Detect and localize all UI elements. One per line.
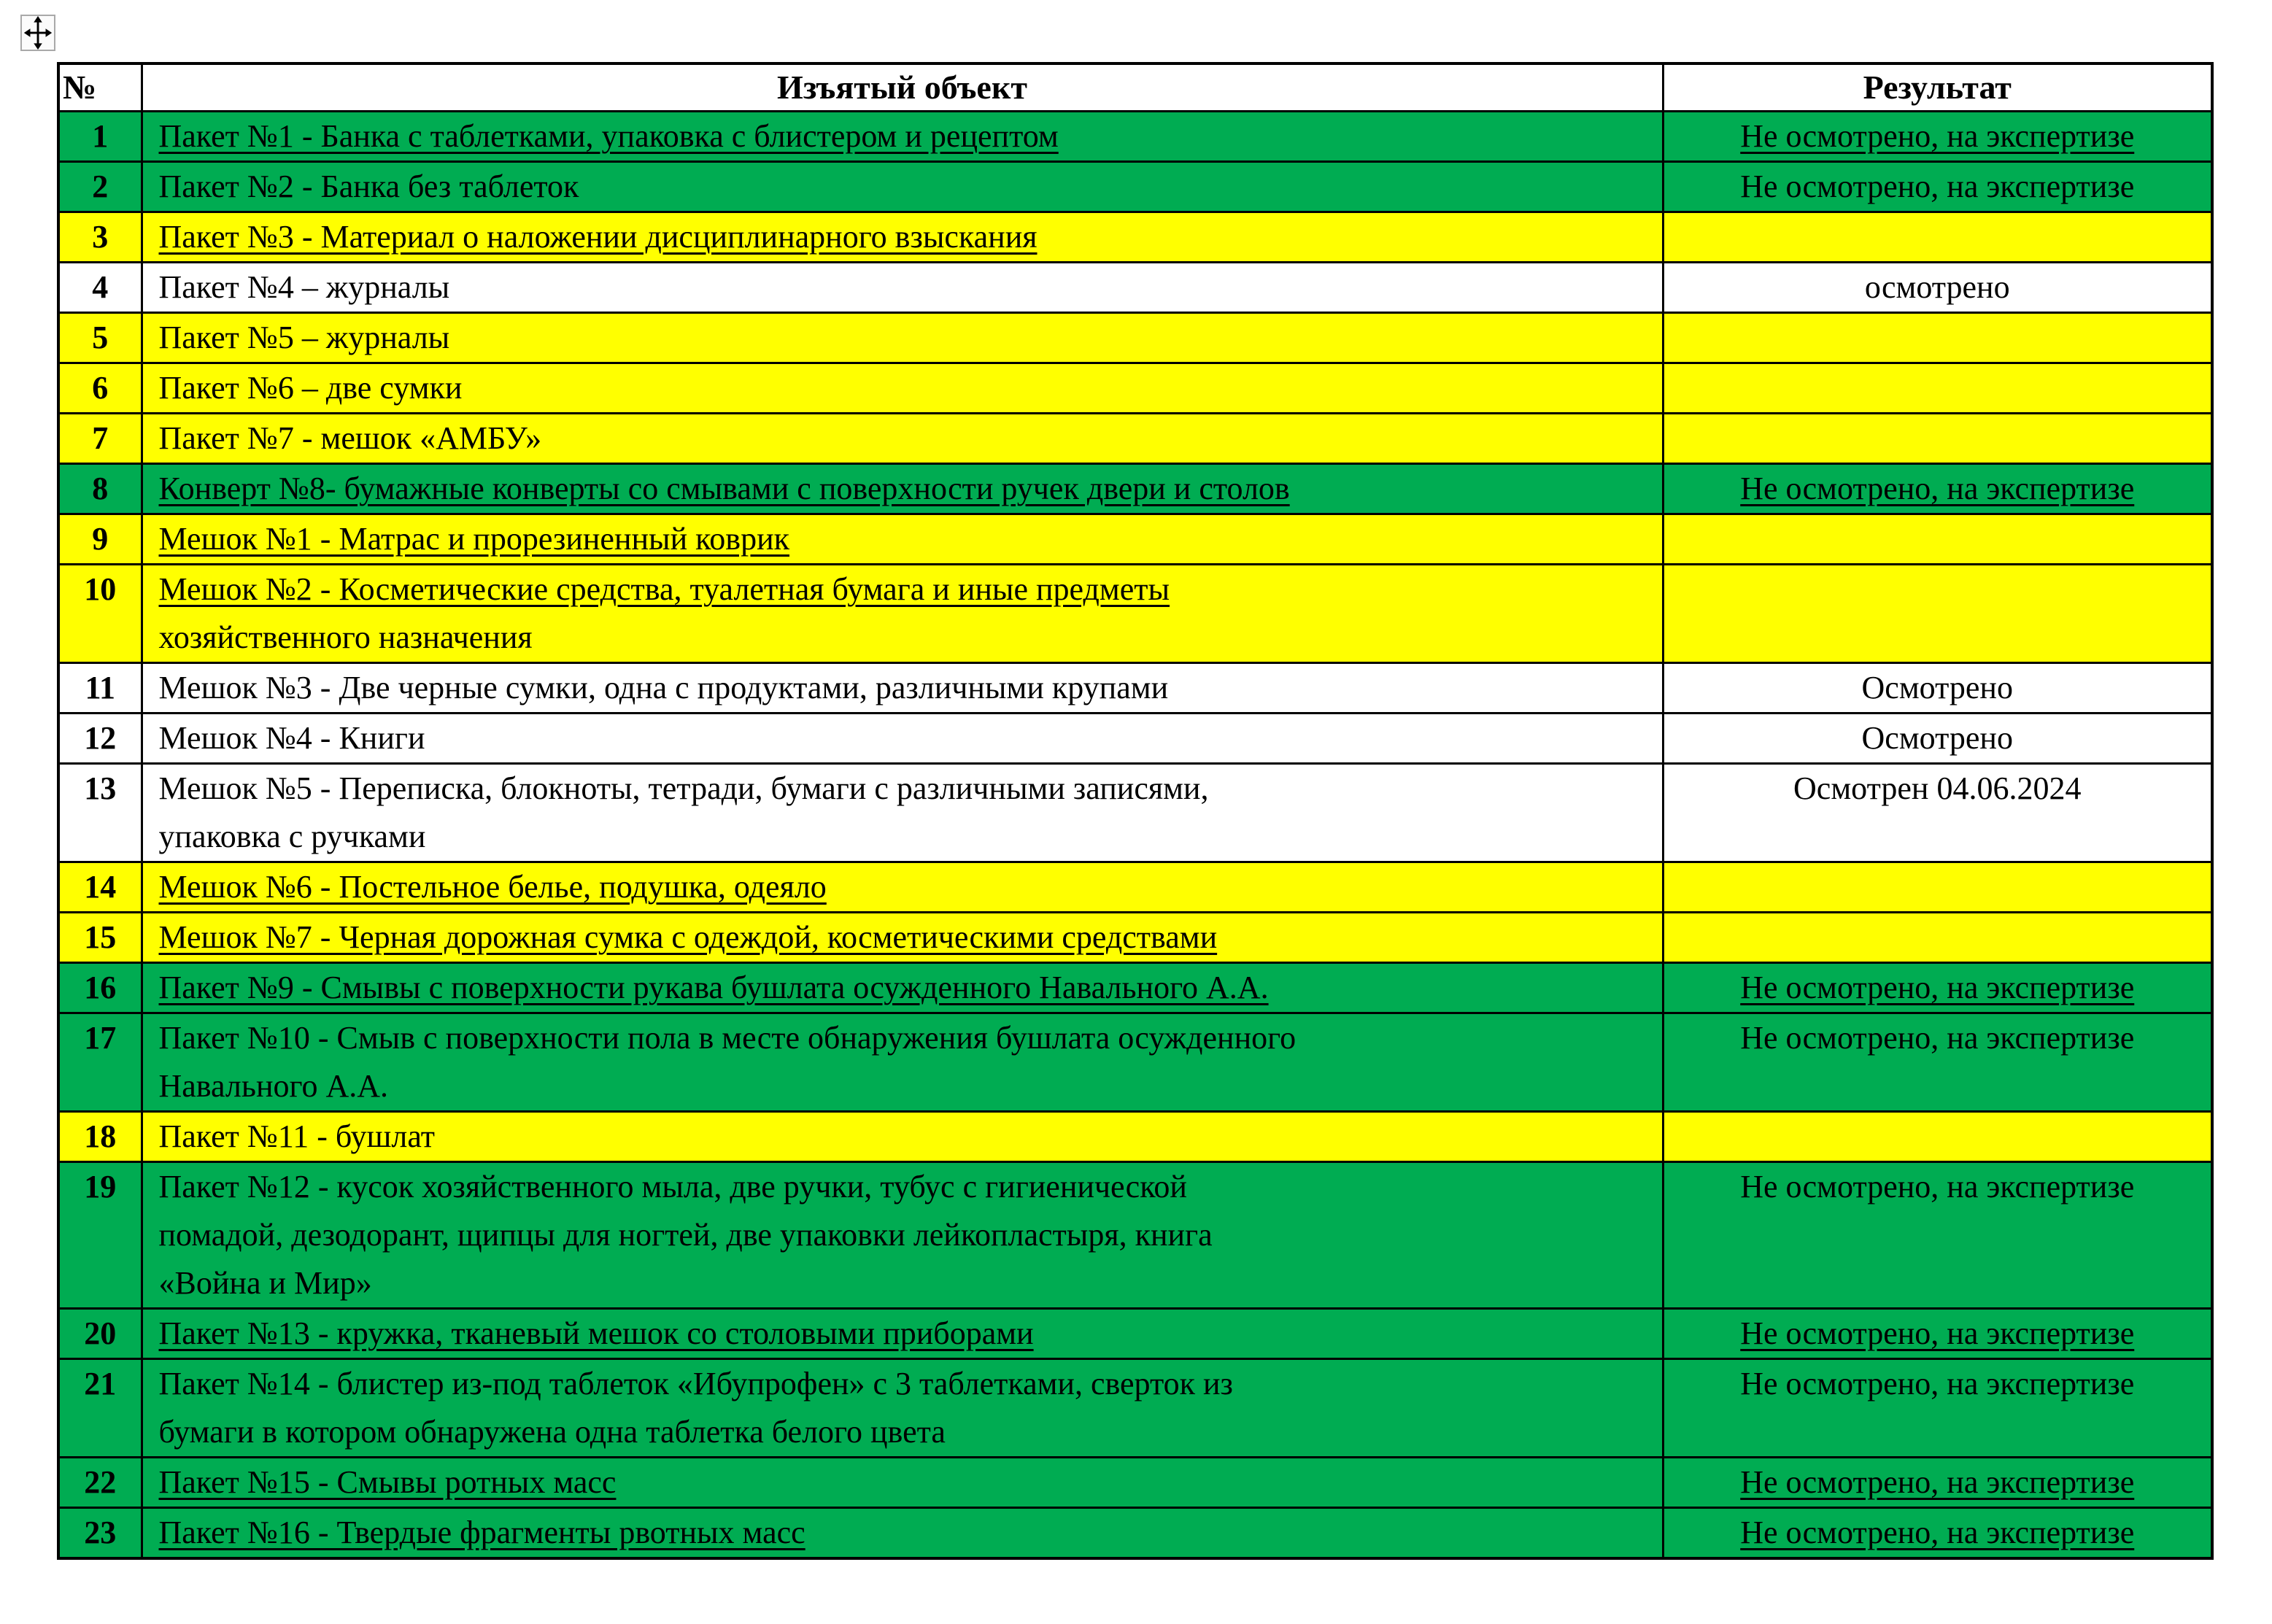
row-number: 7: [92, 420, 109, 456]
object-cell[interactable]: [142, 1359, 1663, 1458]
table-row: [58, 162, 2212, 212]
object-cell[interactable]: [142, 162, 1663, 212]
result-text: Не осмотрено, на экспертизе: [1740, 970, 2135, 1005]
object-cell[interactable]: [142, 862, 1663, 913]
result-cell[interactable]: [1663, 963, 2212, 1013]
result-text: Не осмотрено, на экспертизе: [1740, 1366, 2135, 1401]
row-number: 16: [84, 970, 117, 1005]
row-number: 20: [84, 1315, 117, 1351]
row-number-cell[interactable]: [58, 313, 142, 363]
table-row: [58, 764, 2212, 862]
result-cell[interactable]: [1663, 764, 2212, 862]
object-cell[interactable]: [142, 1013, 1663, 1112]
object-cell[interactable]: [142, 663, 1663, 714]
row-number-cell[interactable]: [58, 663, 142, 714]
object-line: Пакет №2 - Банка без таблеток: [158, 169, 579, 204]
result-text: [1670, 364, 2206, 412]
object-line: Мешок №1 - Матрас и прорезиненный коврик: [158, 521, 790, 557]
table-body: [58, 112, 2212, 1559]
object-line: Навального А.А.: [158, 1068, 388, 1104]
row-number-cell[interactable]: [58, 1309, 142, 1359]
row-number-cell[interactable]: [58, 963, 142, 1013]
table-row: [58, 263, 2212, 313]
table-row: [58, 1458, 2212, 1508]
object-cell[interactable]: [142, 565, 1663, 663]
result-cell[interactable]: [1663, 212, 2212, 263]
row-number: 10: [84, 571, 117, 607]
header-object[interactable]: Изъятый объект: [142, 63, 1663, 112]
row-number-cell[interactable]: [58, 1013, 142, 1112]
table-move-handle[interactable]: [20, 15, 55, 51]
row-number: 23: [84, 1515, 117, 1550]
result-text: Осмотрено: [1861, 720, 2013, 756]
header-row: [58, 63, 2212, 112]
object-line: Пакет №12 - кусок хозяйственного мыла, две ручки, тубус с гигиенической: [158, 1169, 1187, 1205]
object-cell[interactable]: [142, 514, 1663, 565]
object-line: Пакет №9 - Смывы с поверхности рукава бушлата осужденного Навального А.А.: [158, 970, 1269, 1005]
row-number: 14: [84, 869, 117, 905]
row-number-cell[interactable]: [58, 162, 142, 212]
object-line: Пакет №16 - Твердые фрагменты рвотных масс: [158, 1515, 805, 1550]
object-line: Пакет №13 - кружка, тканевый мешок со столовыми приборами: [158, 1315, 1034, 1351]
row-number: 1: [92, 118, 109, 154]
result-text: Не осмотрено, на экспертизе: [1740, 1515, 2135, 1550]
object-line: Мешок №7 - Черная дорожная сумка с одеждой, косметическими средствами: [158, 919, 1218, 955]
result-cell[interactable]: [1663, 1162, 2212, 1309]
object-cell[interactable]: [142, 1162, 1663, 1309]
result-cell[interactable]: [1663, 514, 2212, 565]
header-number[interactable]: №: [58, 63, 142, 112]
row-number: 4: [92, 269, 109, 305]
table-row: [58, 565, 2212, 663]
table-row: [58, 1508, 2212, 1559]
result-cell[interactable]: [1663, 414, 2212, 464]
table-row: [58, 1359, 2212, 1458]
object-cell[interactable]: [142, 1508, 1663, 1559]
object-line: Пакет №14 - блистер из-под таблеток «Ибупрофен» с 3 таблетками, сверток из: [158, 1366, 1233, 1401]
result-text: Не осмотрено, на экспертизе: [1740, 1169, 2135, 1205]
row-number: 22: [84, 1464, 117, 1500]
table-row: [58, 313, 2212, 363]
result-cell[interactable]: [1663, 565, 2212, 663]
result-text: Осмотрен 04.06.2024: [1793, 770, 2082, 806]
result-cell[interactable]: [1663, 464, 2212, 514]
row-number: 3: [92, 219, 109, 255]
object-line: Пакет №11 - бушлат: [158, 1118, 436, 1154]
row-number-cell[interactable]: [58, 714, 142, 764]
row-number: 18: [84, 1118, 117, 1154]
object-cell[interactable]: [142, 714, 1663, 764]
object-line: помадой, дезодорант, щипцы для ногтей, две упаковки лейкопластыря, книга: [158, 1217, 1213, 1253]
row-number: 21: [84, 1366, 117, 1401]
object-line: Мешок №6 - Постельное белье, подушка, одеяло: [158, 869, 827, 905]
object-line: Пакет №3 - Материал о наложении дисциплинарного взыскания: [158, 219, 1038, 255]
object-cell[interactable]: [142, 963, 1663, 1013]
result-cell[interactable]: [1663, 714, 2212, 764]
object-line: Пакет №7 - мешок «АМБУ»: [158, 420, 542, 456]
object-line: Мешок №3 - Две черные сумки, одна с продуктами, различными крупами: [158, 670, 1169, 705]
row-number: 17: [84, 1020, 117, 1056]
result-text: Не осмотрено, на экспертизе: [1740, 1464, 2135, 1500]
result-cell[interactable]: [1663, 862, 2212, 913]
table-move-cross-icon: [23, 16, 53, 50]
table-row: [58, 464, 2212, 514]
row-number-cell[interactable]: [58, 565, 142, 663]
table-row: [58, 414, 2212, 464]
object-cell[interactable]: [142, 913, 1663, 963]
result-text: Не осмотрено, на экспертизе: [1740, 471, 2135, 506]
object-line: Пакет №10 - Смыв с поверхности пола в месте обнаружения бушлата осужденного: [158, 1020, 1297, 1056]
table-row: [58, 714, 2212, 764]
seized-objects-table: [57, 62, 2214, 1560]
result-text: Не осмотрено, на экспертизе: [1740, 169, 2135, 204]
result-text: [1670, 515, 2206, 563]
object-line: Пакет №15 - Смывы ротных масс: [158, 1464, 617, 1500]
object-cell[interactable]: [142, 764, 1663, 862]
table-row: [58, 1162, 2212, 1309]
row-number: 9: [92, 521, 109, 557]
table-row: [58, 1112, 2212, 1162]
object-line: Пакет №1 - Банка с таблетками, упаковка с блистером и рецептом: [158, 118, 1059, 154]
table-row: [58, 1013, 2212, 1112]
result-text: [1670, 863, 2206, 911]
row-number-cell[interactable]: [58, 212, 142, 263]
table-row: [58, 514, 2212, 565]
row-number: 15: [84, 919, 117, 955]
object-cell[interactable]: [142, 212, 1663, 263]
table-row: [58, 112, 2212, 162]
row-number: 2: [92, 169, 109, 204]
object-cell[interactable]: [142, 313, 1663, 363]
row-number-cell[interactable]: [58, 464, 142, 514]
row-number-cell[interactable]: [58, 764, 142, 862]
table-row: [58, 212, 2212, 263]
row-number: 8: [92, 471, 109, 506]
table-row: [58, 963, 2212, 1013]
object-cell[interactable]: [142, 112, 1663, 162]
result-text: [1670, 414, 2206, 463]
result-cell[interactable]: [1663, 263, 2212, 313]
table-row: [58, 363, 2212, 414]
header-result[interactable]: Результат: [1663, 63, 2212, 112]
row-number-cell[interactable]: [58, 414, 142, 464]
row-number-cell[interactable]: [58, 363, 142, 414]
row-number-cell[interactable]: [58, 514, 142, 565]
result-text: Не осмотрено, на экспертизе: [1740, 1315, 2135, 1351]
result-text: Не осмотрено, на экспертизе: [1740, 118, 2135, 154]
object-cell[interactable]: [142, 1112, 1663, 1162]
row-number: 6: [92, 370, 109, 406]
result-text: Не осмотрено, на экспертизе: [1740, 1020, 2135, 1056]
result-cell[interactable]: [1663, 1112, 2212, 1162]
result-cell[interactable]: [1663, 112, 2212, 162]
result-text: [1670, 213, 2206, 261]
row-number: 12: [84, 720, 117, 756]
object-line: Пакет №5 – журналы: [158, 320, 450, 355]
object-line: бумаги в котором обнаружена одна таблетка белого цвета: [158, 1414, 946, 1450]
table-row: [58, 663, 2212, 714]
object-line: Пакет №4 – журналы: [158, 269, 450, 305]
result-text: [1670, 1113, 2206, 1161]
result-cell[interactable]: [1663, 1309, 2212, 1359]
object-cell[interactable]: [142, 1458, 1663, 1508]
result-cell[interactable]: [1663, 663, 2212, 714]
row-number-cell[interactable]: [58, 1458, 142, 1508]
object-line: Мешок №5 - Переписка, блокноты, тетради, бумаги с различными записями,: [158, 770, 1209, 806]
row-number-cell[interactable]: [58, 1508, 142, 1559]
table-row: [58, 913, 2212, 963]
object-cell[interactable]: [142, 263, 1663, 313]
result-text: осмотрено: [1864, 269, 2010, 305]
result-text: Осмотрено: [1861, 670, 2013, 705]
result-cell[interactable]: [1663, 162, 2212, 212]
row-number: 13: [84, 770, 117, 806]
result-text: [1670, 314, 2206, 362]
object-cell[interactable]: [142, 1309, 1663, 1359]
row-number-cell[interactable]: [58, 1162, 142, 1309]
table-row: [58, 1309, 2212, 1359]
row-number-cell[interactable]: [58, 913, 142, 963]
object-cell[interactable]: [142, 464, 1663, 514]
row-number: 19: [84, 1169, 117, 1205]
result-cell[interactable]: [1663, 1359, 2212, 1458]
object-cell[interactable]: [142, 414, 1663, 464]
object-line: Мешок №2 - Косметические средства, туалетная бумага и иные предметы: [158, 571, 1170, 607]
result-text: [1670, 913, 2206, 962]
result-cell[interactable]: [1663, 1508, 2212, 1559]
object-line: Мешок №4 - Книги: [158, 720, 425, 756]
object-line: хозяйственного назначения: [158, 619, 533, 655]
object-line: Пакет №6 – две сумки: [158, 370, 463, 406]
object-line: упаковка с ручками: [158, 819, 426, 854]
result-cell[interactable]: [1663, 363, 2212, 414]
result-text: [1670, 565, 2206, 614]
result-cell[interactable]: [1663, 913, 2212, 963]
row-number-cell[interactable]: [58, 862, 142, 913]
object-line: Конверт №8- бумажные конверты со смывами с поверхности ручек двери и столов: [158, 471, 1290, 506]
table-row: [58, 862, 2212, 913]
result-cell[interactable]: [1663, 1013, 2212, 1112]
row-number: 11: [85, 670, 116, 705]
result-cell[interactable]: [1663, 1458, 2212, 1508]
row-number: 5: [92, 320, 109, 355]
row-number-cell[interactable]: [58, 263, 142, 313]
row-number-cell[interactable]: [58, 1359, 142, 1458]
object-cell[interactable]: [142, 363, 1663, 414]
result-cell[interactable]: [1663, 313, 2212, 363]
row-number-cell[interactable]: [58, 1112, 142, 1162]
object-line: «Война и Мир»: [158, 1265, 372, 1301]
row-number-cell[interactable]: [58, 112, 142, 162]
